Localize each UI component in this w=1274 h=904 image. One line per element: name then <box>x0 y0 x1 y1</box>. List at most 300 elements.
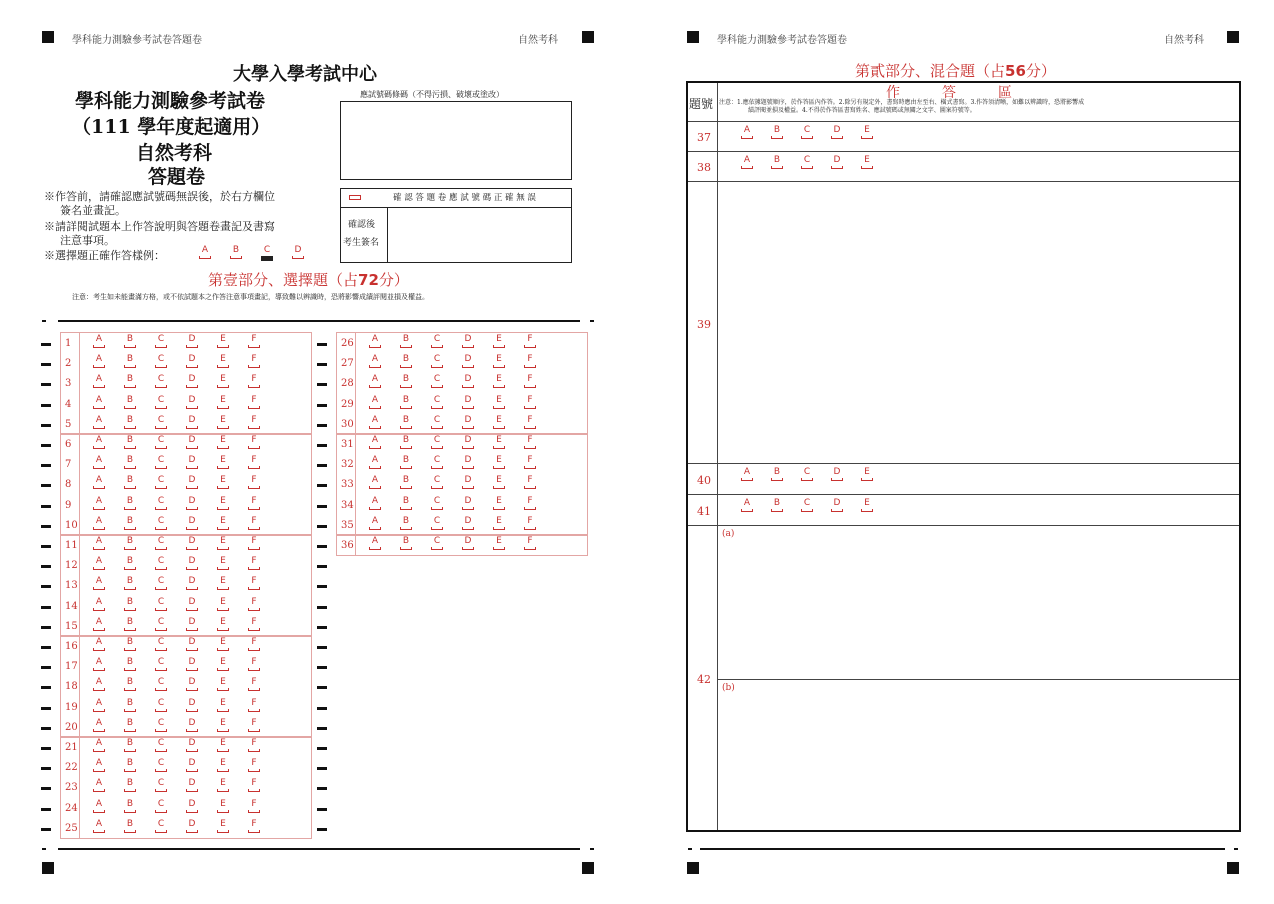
timing-mark <box>317 424 327 427</box>
instruction: ※選擇題正確作答樣例： <box>44 249 165 262</box>
bubble-letter: D <box>464 374 472 385</box>
question-number: 8 <box>65 479 72 491</box>
bubble-letter: A <box>95 717 103 728</box>
answer-bubble[interactable] <box>770 126 784 139</box>
bubble-letter: C <box>263 245 271 255</box>
question-group <box>60 534 312 637</box>
bubble-letter: B <box>126 536 134 546</box>
bubble-letter: B <box>126 455 134 466</box>
bubble-letter: E <box>496 394 502 405</box>
bubble-letter: D <box>464 495 472 506</box>
bubble-letter: E <box>864 467 870 477</box>
bubble-letter: C <box>803 498 811 508</box>
bubble-letter: B <box>126 374 134 385</box>
bubble-letter: D <box>188 334 196 344</box>
question-number: 14 <box>65 600 78 612</box>
instruction: 注意事項。 <box>60 234 115 247</box>
question-number: 33 <box>341 479 354 491</box>
bubble-letter: F <box>527 475 533 486</box>
timing-mark <box>42 848 46 850</box>
registration-mark <box>1227 31 1239 43</box>
bubble-letter: E <box>220 495 226 506</box>
question-number: 37 <box>697 131 711 144</box>
bubble-letter: A <box>95 657 103 668</box>
bubble-letter: B <box>773 498 781 508</box>
bubble-letter: E <box>220 778 226 789</box>
bubble-letter: D <box>464 515 472 526</box>
answer-area-42b[interactable] <box>719 693 1237 827</box>
bubble-letter: F <box>527 515 533 526</box>
bubble-letter: E <box>496 495 502 506</box>
bubble-letter: F <box>251 616 257 627</box>
bubble-letter: F <box>251 374 257 385</box>
bubble-letter: C <box>433 475 441 486</box>
bubble-letter: A <box>371 334 379 344</box>
bubble-letter: F <box>251 455 257 466</box>
timing-mark <box>41 727 51 730</box>
answer-bubble[interactable] <box>860 468 874 481</box>
timing-mark <box>317 343 327 346</box>
bubble-letter: C <box>157 354 165 365</box>
bubble-letter: B <box>126 758 134 769</box>
zone-note: 注意：1.應依據題號順序，於作答區內作答。2.除另有規定外，書寫時應由左至右、橫式書寫。3.作答須清晰，如難以辨識時，恐將影響成 <box>719 99 1085 106</box>
bubble-letter: B <box>402 455 410 466</box>
bubble-letter: B <box>126 657 134 668</box>
instruction: ※請詳閱試題本上作答說明與答題卷畫記及書寫 <box>44 220 275 233</box>
answer-bubble[interactable] <box>800 156 814 169</box>
bubble-letter: A <box>95 818 103 829</box>
exam-year: （111 學年度起適用） <box>72 116 271 138</box>
question-number: 22 <box>65 762 78 774</box>
bubble-letter: D <box>188 778 196 789</box>
bubble-letter: D <box>188 758 196 769</box>
bubble-letter: C <box>157 738 165 748</box>
bubble-letter: D <box>188 515 196 526</box>
bubble-letter: A <box>95 455 103 466</box>
bubble-letter: B <box>126 556 134 567</box>
bubble-letter: E <box>220 556 226 567</box>
bubble-letter: F <box>251 677 257 688</box>
bubble-letter: F <box>251 637 257 647</box>
question-number: 7 <box>65 459 72 471</box>
bubble-letter: D <box>188 657 196 668</box>
bubble-letter: B <box>126 576 134 587</box>
bubble-letter: C <box>433 536 441 546</box>
bubble-letter: A <box>95 414 103 425</box>
bubble-letter: B <box>402 435 410 445</box>
bubble-letter: C <box>157 394 165 405</box>
bubble-letter: A <box>95 556 103 567</box>
bubble-letter: E <box>220 657 226 668</box>
bubble-letter: E <box>496 354 502 365</box>
answer-bubble[interactable] <box>291 246 305 259</box>
timing-mark <box>41 686 51 689</box>
bubble-letter: B <box>126 495 134 506</box>
registration-mark <box>582 862 594 874</box>
bubble-letter: D <box>833 498 841 508</box>
bubble-letter: D <box>294 245 302 255</box>
answer-bubble[interactable] <box>830 156 844 169</box>
bubble-letter: A <box>95 475 103 486</box>
answer-bubble[interactable] <box>740 156 754 169</box>
bubble-letter: C <box>157 778 165 789</box>
sub-question-b: (b) <box>722 683 735 693</box>
bubble-letter: D <box>188 738 196 748</box>
bubble-letter: D <box>464 414 472 425</box>
bubble-letter: C <box>157 637 165 647</box>
timing-mark <box>41 606 51 609</box>
timing-mark <box>41 363 51 366</box>
bubble-letter: F <box>251 717 257 728</box>
bubble-letter: E <box>220 818 226 829</box>
bubble-letter: C <box>157 798 165 809</box>
registration-mark <box>1227 862 1239 874</box>
question-number: 13 <box>65 580 78 592</box>
divider <box>58 320 580 322</box>
bubble-letter: F <box>527 374 533 385</box>
bubble-letter: B <box>126 798 134 809</box>
bubble-letter: B <box>402 515 410 526</box>
header-title: 學科能力測驗參考試卷答題卷 <box>717 35 847 46</box>
bubble-letter: F <box>527 334 533 344</box>
bubble-letter: C <box>433 394 441 405</box>
bubble-letter: A <box>371 374 379 385</box>
bubble-letter: D <box>188 677 196 688</box>
confirm-checkbox[interactable] <box>349 195 361 200</box>
answer-bubble[interactable] <box>770 499 784 512</box>
timing-mark <box>317 686 327 689</box>
bubble-letter: D <box>188 354 196 365</box>
bubble-letter: F <box>251 798 257 809</box>
timing-mark <box>42 320 46 322</box>
col-header: 題號 <box>689 97 714 111</box>
bubble-letter: B <box>773 125 781 135</box>
question-number: 35 <box>341 519 354 531</box>
answer-bubble[interactable] <box>860 499 874 512</box>
bubble-letter: B <box>402 334 410 344</box>
bubble-letter: B <box>126 435 134 445</box>
answer-bubble[interactable] <box>860 126 874 139</box>
bubble-letter: A <box>95 738 103 748</box>
timing-mark <box>317 545 327 548</box>
timing-mark <box>317 727 327 730</box>
bubble-letter: D <box>188 414 196 425</box>
timing-mark <box>317 363 327 366</box>
question-number: 11 <box>65 540 78 551</box>
question-number: 19 <box>65 701 78 713</box>
question-number: 1 <box>65 338 72 349</box>
question-number: 18 <box>65 681 78 693</box>
bubble-letter: B <box>126 637 134 647</box>
question-group <box>60 736 312 839</box>
bubble-letter: B <box>402 354 410 365</box>
instruction: ※作答前，請確認應試號碼無誤後，於右方欄位 <box>44 190 275 203</box>
answer-bubble[interactable] <box>770 156 784 169</box>
bubble-letter: A <box>95 697 103 708</box>
bubble-letter: C <box>157 475 165 486</box>
bubble-letter: C <box>157 334 165 344</box>
question-group <box>336 433 588 536</box>
bubble-letter: F <box>527 455 533 466</box>
header-subject: 自然考科 <box>518 35 558 46</box>
bubble-letter: E <box>220 414 226 425</box>
bubble-letter: A <box>743 155 751 165</box>
bubble-letter: E <box>220 616 226 627</box>
timing-mark <box>317 787 327 790</box>
bubble-letter: C <box>157 536 165 546</box>
answer-bubble[interactable] <box>800 126 814 139</box>
timing-mark <box>317 808 327 811</box>
sign-label: 確認後 <box>348 220 376 230</box>
timing-mark <box>1234 848 1238 850</box>
bubble-letter: A <box>95 515 103 526</box>
bubble-letter: A <box>743 125 751 135</box>
bubble-letter: F <box>527 354 533 365</box>
bubble-letter: A <box>95 576 103 587</box>
bubble-letter: F <box>251 354 257 365</box>
bubble-letter: E <box>496 475 502 486</box>
bubble-letter: D <box>188 475 196 486</box>
timing-mark <box>317 626 327 629</box>
question-number: 39 <box>697 318 711 331</box>
timing-mark <box>317 828 327 831</box>
barcode-label: 應試號碼條碼（不得污損、破壞或塗改） <box>360 90 504 99</box>
bubble-letter: C <box>803 155 811 165</box>
timing-mark <box>317 484 327 487</box>
bubble-letter: D <box>188 394 196 405</box>
bubble-letter: E <box>496 374 502 385</box>
bubble-letter: D <box>188 576 196 587</box>
bubble-letter: D <box>833 155 841 165</box>
bubble-letter: B <box>126 738 134 748</box>
bubble-letter: D <box>464 455 472 466</box>
timing-mark <box>590 848 594 850</box>
timing-mark <box>317 767 327 770</box>
bubble-letter: D <box>188 455 196 466</box>
question-number: 31 <box>341 439 354 450</box>
bubble-letter: F <box>251 778 257 789</box>
bubble-letter: D <box>464 435 472 445</box>
bubble-letter: B <box>773 467 781 477</box>
bubble-letter: E <box>220 536 226 546</box>
timing-mark <box>688 848 692 850</box>
bubble-letter: F <box>251 435 257 445</box>
bubble-letter: A <box>743 498 751 508</box>
bubble-letter: F <box>251 657 257 668</box>
timing-mark <box>317 464 327 467</box>
bubble-letter: F <box>251 334 257 344</box>
bubble-letter: D <box>464 394 472 405</box>
bubble-letter: E <box>220 394 226 405</box>
bubble-letter: A <box>95 798 103 809</box>
bubble-letter: C <box>157 758 165 769</box>
confirm-box <box>340 188 572 263</box>
bubble-letter: A <box>95 495 103 506</box>
number-column-divider <box>717 83 718 830</box>
bubble-letter: E <box>220 455 226 466</box>
bubble-letter: A <box>371 455 379 466</box>
bubble-letter: C <box>157 374 165 385</box>
question-number: 34 <box>341 499 354 511</box>
timing-mark <box>317 707 327 710</box>
bubble-letter: C <box>803 125 811 135</box>
answer-bubble[interactable] <box>830 499 844 512</box>
bubble-letter: C <box>157 455 165 466</box>
bubble-letter: C <box>157 616 165 627</box>
bubble-letter: B <box>773 155 781 165</box>
bubble-letter: A <box>371 515 379 526</box>
answer-bubble[interactable] <box>198 246 212 259</box>
question-number: 12 <box>65 560 78 572</box>
question-number: 25 <box>65 822 78 834</box>
bubble-letter: E <box>496 455 502 466</box>
bubble-letter: D <box>188 536 196 546</box>
answer-bubble[interactable] <box>229 246 243 259</box>
bubble-letter: A <box>95 596 103 607</box>
bubble-letter: D <box>188 556 196 567</box>
bubble-letter: B <box>232 245 240 255</box>
answer-bubble[interactable] <box>800 468 814 481</box>
timing-mark <box>41 383 51 386</box>
question-number: 23 <box>65 782 78 794</box>
bubble-letter: F <box>527 536 533 546</box>
exam-title: 學科能力測驗參考試卷 <box>75 90 266 112</box>
timing-mark <box>317 404 327 407</box>
timing-mark <box>317 383 327 386</box>
zone-note: 績評閱並損及權益。4.不得於作答區書寫姓名、應試號碼或無關之文字、圖案符號等。 <box>748 107 976 114</box>
bubble-letter: F <box>527 394 533 405</box>
bubble-letter: D <box>464 536 472 546</box>
bubble-letter: B <box>126 475 134 486</box>
part2-title: 第貳部分、混合題（占56分） <box>855 62 1056 80</box>
answer-bubble[interactable] <box>830 468 844 481</box>
bubble-letter: C <box>157 677 165 688</box>
bubble-letter: E <box>864 125 870 135</box>
bubble-letter: C <box>433 435 441 445</box>
bubble-letter: E <box>220 374 226 385</box>
question-number: 38 <box>697 161 711 174</box>
bubble-letter: D <box>188 596 196 607</box>
bubble-letter: C <box>433 515 441 526</box>
timing-mark <box>41 343 51 346</box>
bubble-letter: D <box>188 495 196 506</box>
bubble-letter: F <box>251 475 257 486</box>
bubble-letter: C <box>433 354 441 365</box>
bubble-letter: A <box>95 334 103 344</box>
answer-bubble[interactable] <box>740 126 754 139</box>
bubble-letter: C <box>157 495 165 506</box>
question-number: 30 <box>341 418 354 430</box>
registration-mark <box>42 862 54 874</box>
bubble-letter: F <box>251 495 257 506</box>
bubble-letter: A <box>743 467 751 477</box>
bubble-letter: D <box>833 125 841 135</box>
bubble-letter: A <box>95 394 103 405</box>
barcode-box <box>340 101 572 180</box>
timing-mark <box>41 545 51 548</box>
bubble-letter: C <box>157 697 165 708</box>
timing-mark <box>317 444 327 447</box>
answer-bubble[interactable] <box>830 126 844 139</box>
bubble-letter: A <box>95 435 103 445</box>
timing-mark <box>41 747 51 750</box>
bubble-letter: E <box>220 576 226 587</box>
bubble-letter: E <box>220 798 226 809</box>
registration-mark <box>687 31 699 43</box>
bubble-letter: C <box>433 374 441 385</box>
timing-mark <box>317 666 327 669</box>
bubble-letter: E <box>220 637 226 647</box>
timing-mark <box>317 565 327 568</box>
question-number: 15 <box>65 620 78 632</box>
bubble-letter: B <box>402 374 410 385</box>
question-number: 27 <box>341 358 354 370</box>
bubble-letter: E <box>496 334 502 344</box>
bubble-letter: B <box>126 394 134 405</box>
part1-title: 第壹部分、選擇題（占72分） <box>208 271 409 289</box>
org-title: 大學入學考試中心 <box>233 64 377 85</box>
bubble-letter: B <box>402 495 410 506</box>
bubble-letter: B <box>402 394 410 405</box>
timing-mark <box>41 505 51 508</box>
bubble-letter: D <box>464 334 472 344</box>
bubble-letter: A <box>95 616 103 627</box>
bubble-letter: E <box>220 515 226 526</box>
answer-bubble[interactable] <box>860 156 874 169</box>
question-number: 6 <box>65 439 72 450</box>
timing-mark <box>41 707 51 710</box>
answer-area-39[interactable] <box>719 183 1237 461</box>
question-number: 26 <box>341 338 354 349</box>
bubble-letter: E <box>220 677 226 688</box>
bubble-letter: F <box>527 414 533 425</box>
bubble-letter: D <box>188 717 196 728</box>
registration-mark <box>687 862 699 874</box>
bubble-letter: C <box>157 556 165 567</box>
bubble-letter: B <box>126 778 134 789</box>
header-title: 學科能力測驗參考試卷答題卷 <box>72 35 202 46</box>
answer-area-42a[interactable] <box>719 539 1237 677</box>
answer-bubble[interactable] <box>740 499 754 512</box>
bubble-letter: F <box>251 697 257 708</box>
question-group <box>336 534 588 556</box>
bubble-letter: A <box>95 637 103 647</box>
bubble-letter: A <box>371 435 379 445</box>
bubble-letter: A <box>95 778 103 789</box>
answer-bubble[interactable] <box>260 246 274 261</box>
sign-label: 考生簽名 <box>343 238 380 248</box>
bubble-letter: C <box>433 495 441 506</box>
signature-field[interactable] <box>389 209 569 260</box>
bubble-letter: B <box>126 515 134 526</box>
bubble-letter: B <box>126 354 134 365</box>
bubble-letter: C <box>157 596 165 607</box>
question-number: 17 <box>65 661 78 673</box>
bubble-letter: A <box>371 495 379 506</box>
question-number: 2 <box>65 358 72 370</box>
answer-bubble[interactable] <box>740 468 754 481</box>
question-number: 40 <box>697 474 711 487</box>
bubble-letter: A <box>371 394 379 405</box>
answer-bubble[interactable] <box>770 468 784 481</box>
bubble-letter: F <box>251 394 257 405</box>
bubble-letter: C <box>157 515 165 526</box>
bubble-letter: B <box>126 697 134 708</box>
bubble-letter: C <box>157 717 165 728</box>
bubble-letter: E <box>496 435 502 445</box>
question-number: 42 <box>697 673 711 686</box>
answer-bubble[interactable] <box>800 499 814 512</box>
